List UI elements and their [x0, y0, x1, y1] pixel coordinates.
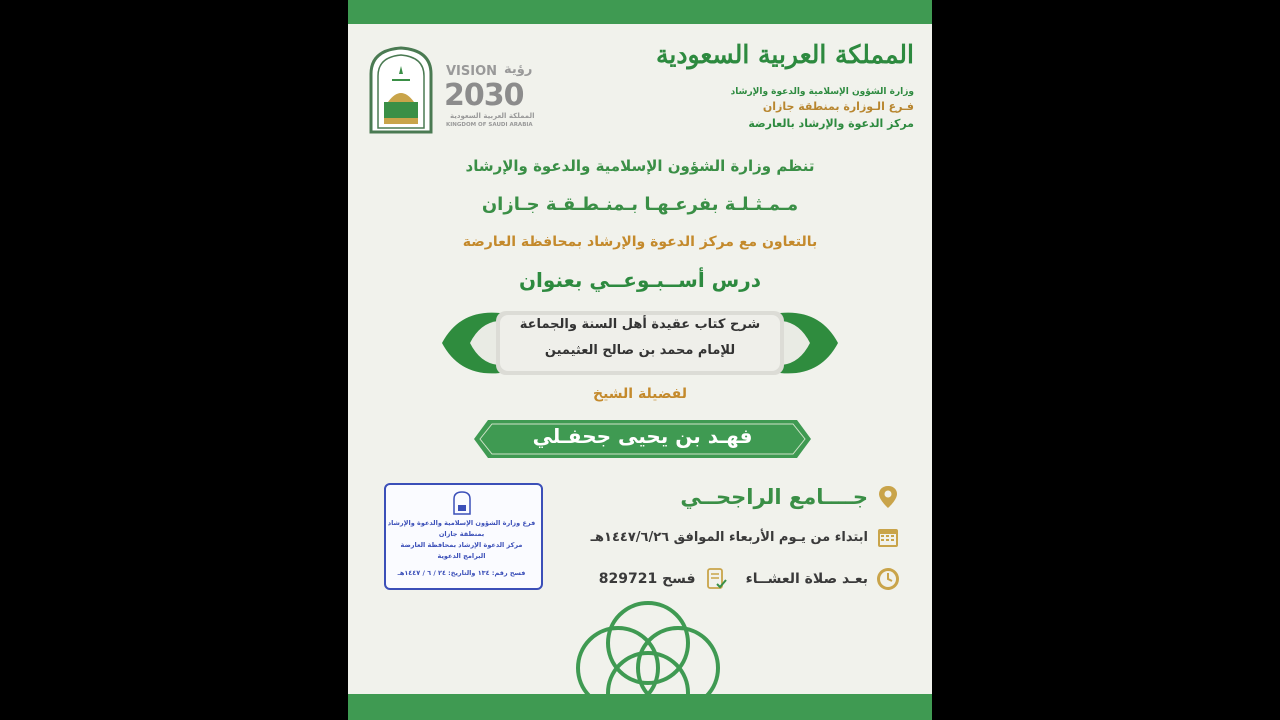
center-name: مركز الدعوة والإرشاد بالعارضة	[748, 117, 914, 130]
intro-line-3: بالتعاون مع مركز الدعوة والإرشاد بمحافظة العارضة	[462, 234, 818, 250]
stamp-logo-icon	[452, 491, 472, 515]
vision-kingdom-ar: المملكة العربية السعودية	[450, 112, 535, 120]
vision-word-ar: رؤية	[504, 62, 533, 77]
sheikh-name: فهـد بن يحيى جحفـلي	[532, 424, 753, 448]
lesson-title-line-2: للإمام محمد بن صالح العثيمين	[544, 343, 736, 358]
branch-name: فـرع الـوزارة بمنطقة جازان	[762, 100, 914, 113]
stamp-line-5: فسح رقم: ١٣٤ والتاريخ: ٢٤ / ٦ / ١٤٤٧هـ	[397, 569, 526, 577]
lesson-banner	[440, 307, 840, 379]
decorative-ornament	[558, 598, 738, 698]
sheikh-name-plate	[470, 416, 815, 462]
time-row	[599, 564, 900, 594]
lesson-title-line-1: شرح كتاب عقيدة أهل السنة والجماعة	[519, 317, 761, 332]
kingdom-title: المملكة العربية السعودية	[655, 40, 914, 69]
calendar-icon	[876, 525, 900, 549]
vision-kingdom-en: KINGDOM OF SAUDI ARABIA	[446, 122, 533, 128]
ministry-logo	[366, 44, 436, 134]
mosque-name: جــــامع الراجحــي	[680, 485, 868, 509]
vision-word: VISION	[446, 64, 498, 79]
stamp-line-1: فرع وزارة الشؤون الإسلامية والدعوة والإرشاد	[387, 519, 536, 527]
stamp-line-4: البرامج الدعوية	[437, 552, 486, 560]
intro-line-1: تنظم وزارة الشؤون الإسلامية والدعوة والإرشاد	[465, 157, 815, 175]
location-pin-icon	[876, 485, 900, 509]
document-check-icon	[704, 567, 728, 591]
vision-2030-logo	[442, 62, 552, 134]
stamp-line-3: مركز الدعوة الإرشاد بمحافظة العارضة	[400, 541, 523, 549]
ministry-name: وزارة الشؤون الإسلامية والدعوة والإرشاد	[730, 87, 914, 97]
top-band	[348, 0, 932, 24]
start-date-row	[591, 522, 900, 552]
intro-line-2: مـمـثـلـة بفرعـهـا بـمنـطـقـة جـازان	[481, 194, 799, 215]
clock-icon	[876, 567, 900, 591]
sheikh-label: لفضيلة الشيخ	[592, 386, 688, 402]
stamp-line-2: بمنطقة جازان	[438, 530, 485, 538]
bottom-band	[348, 694, 932, 720]
vision-year: 2030	[444, 78, 524, 113]
time-text: بعـد صلاة العشــاء	[745, 571, 868, 587]
mosque-row	[680, 482, 900, 512]
permit-number: فسح 829721	[598, 571, 696, 587]
intro-line-4: درس أســبـوعــي بعنوان	[518, 268, 762, 292]
event-poster	[348, 0, 932, 720]
approval-stamp	[384, 483, 543, 590]
start-date-text: ابتداء من يـوم الأربعاء الموافق ١٤٤٧/٦/٢٦هـ	[590, 529, 868, 545]
